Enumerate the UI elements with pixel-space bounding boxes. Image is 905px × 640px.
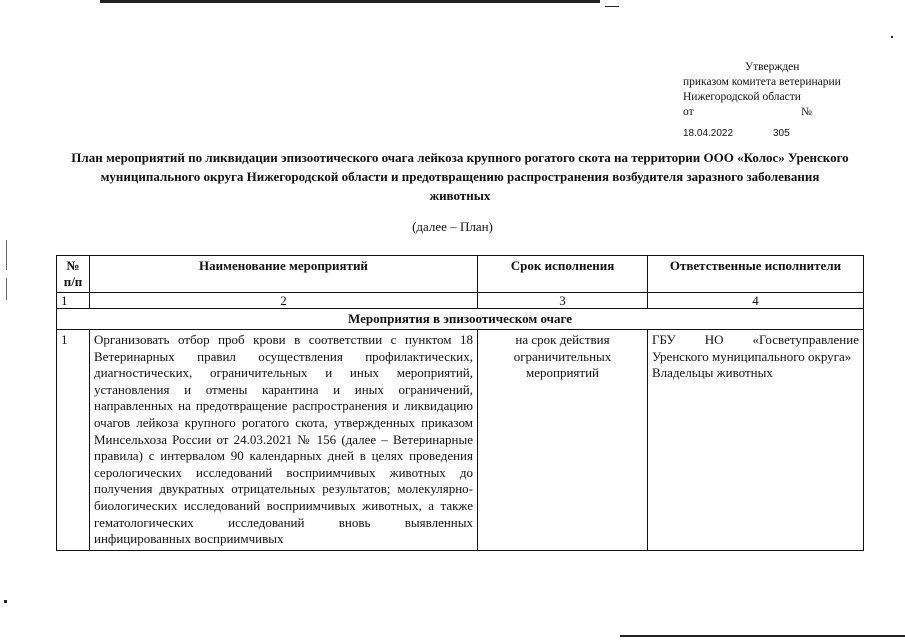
column-number: 2 [90, 293, 478, 309]
approval-line-2: Нижегородской области [683, 91, 801, 103]
table-row [57, 330, 864, 551]
approval-title: Утвержден [745, 61, 800, 73]
row-term: на срок действия ограничительных мероприятий [478, 330, 648, 551]
document-subtitle: (далее – План) [412, 219, 493, 234]
scan-artifact-top-short [605, 6, 619, 7]
approval-number-label: № [801, 106, 812, 118]
section-row [57, 309, 864, 330]
header-name: Наименование мероприятий [90, 256, 478, 293]
header-term: Срок исполнения [478, 256, 648, 293]
scan-artifact-top [100, 0, 600, 3]
row-responsible [648, 330, 864, 551]
row-num: 1 [57, 330, 90, 551]
approval-number: 305 [773, 128, 790, 139]
row-responsible-2: Владельцы животных [652, 365, 773, 381]
section-title: Мероприятия в эпизоотическом очаге [57, 309, 864, 330]
scan-artifact-bottom [620, 635, 905, 637]
document-title: План мероприятий по ликвидации эпизоотического очага лейкоза крупного рогатого скота на территории ООО «Колос» Уренского муниципального округа Нижегородской области и предотвращению распространения возбудителя заразного заболевания животных [71, 150, 849, 203]
scan-artifact-left-2 [6, 278, 7, 300]
approval-date: 18.04.2022 [683, 128, 734, 139]
row-responsible-1: ГБУ НО «Госветуправление Уренского муниципального округа» [652, 332, 859, 364]
scan-artifact-right-dot [891, 36, 893, 38]
approval-labels [683, 105, 898, 120]
approval-block [683, 60, 898, 141]
table-header-row [57, 256, 864, 293]
row-name: Организовать отбор проб крови в соответствии с пунктом 18 Ветеринарных правил осуществления профилактических, диагностических, ограничительных и иных мероприятий, установления и отмены карантина и иных ограничений, направленных на предотвращение распространения и ликвидацию очагов лейкоза крупного рогатого скота, утвержденных приказом Минсельхоза России от 24.03.2021 № 156 (далее – Ветеринарные правила) с интервалом 90 календарных дней в целях проведения серологических исследований восприимчивых животных до получения двукратных отрицательных результатов; молекулярно-биологических исследований восприимчивых животных, а также гематологических исследований вновь выявленных инфицированных восприимчивых [90, 330, 478, 551]
header-num: № п/п [57, 256, 90, 293]
column-number: 3 [478, 293, 648, 309]
approval-from-label: от [683, 106, 694, 118]
column-number: 1 [57, 293, 90, 309]
approval-line-1: приказом комитета ветеринарии [683, 76, 841, 88]
scan-artifact-left-dot [4, 600, 7, 603]
column-number-row [57, 293, 864, 309]
approval-values [683, 126, 898, 141]
plan-table [56, 255, 864, 551]
header-responsible: Ответственные исполнители [648, 256, 864, 293]
column-number: 4 [648, 293, 864, 309]
scan-artifact-left-1 [6, 240, 7, 270]
